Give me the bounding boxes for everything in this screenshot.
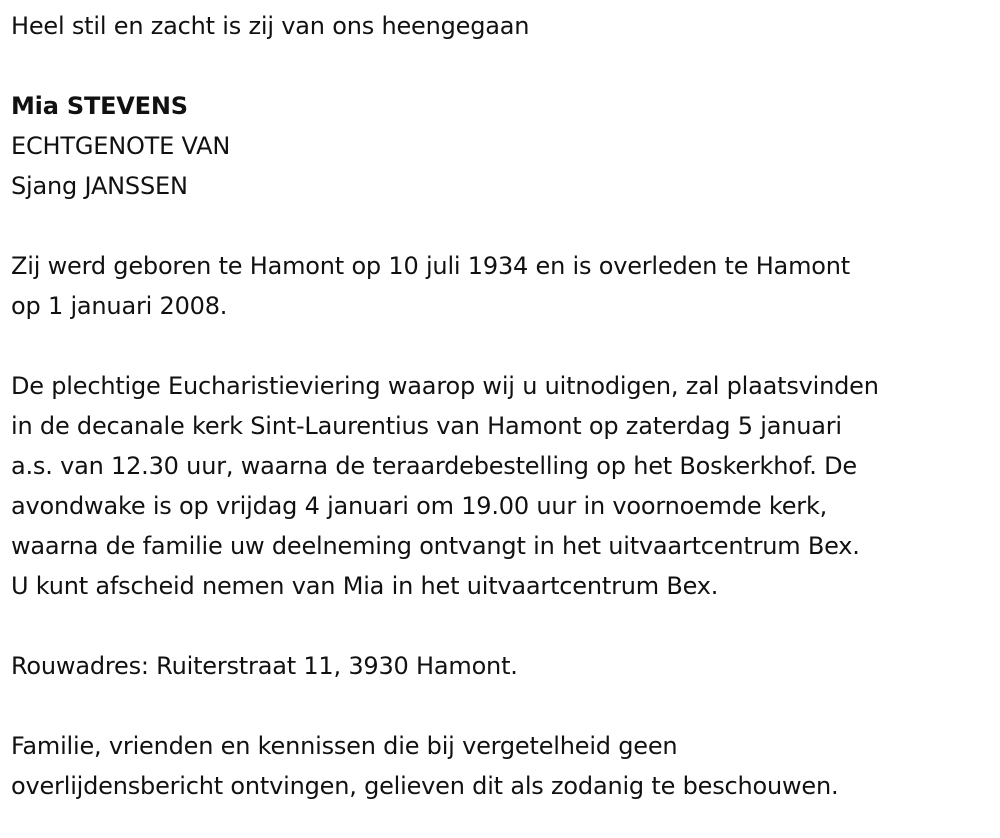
paragraph-line: op 1 januari 2008. bbox=[11, 292, 228, 320]
ceremony-paragraph bbox=[11, 366, 991, 606]
closing-paragraph bbox=[11, 726, 991, 806]
spacer bbox=[11, 206, 991, 246]
paragraph-line: U kunt afscheid nemen van Mia in het uitvaartcentrum Bex. bbox=[11, 572, 719, 600]
paragraph-line: a.s. van 12.30 uur, waarna de teraardebestelling op het Boskerkhof. De bbox=[11, 452, 857, 480]
spacer bbox=[11, 686, 991, 726]
deceased-name: Mia STEVENS bbox=[11, 92, 188, 120]
paragraph-line: Zij werd geboren te Hamont op 10 juli 1934 en is overleden te Hamont bbox=[11, 252, 850, 280]
obituary-notice bbox=[11, 6, 991, 806]
birth-death-paragraph bbox=[11, 246, 991, 326]
spacer bbox=[11, 46, 991, 86]
spacer bbox=[11, 606, 991, 646]
relation-label: ECHTGENOTE VAN bbox=[11, 132, 231, 160]
paragraph-line: avondwake is op vrijdag 4 januari om 19.00 uur in voornoemde kerk, bbox=[11, 492, 828, 520]
paragraph-line: overlijdensbericht ontvingen, gelieven dit als zodanig te beschouwen. bbox=[11, 772, 839, 800]
paragraph-line: Familie, vrienden en kennissen die bij vergetelheid geen bbox=[11, 732, 678, 760]
spacer bbox=[11, 326, 991, 366]
spouse-name: Sjang JANSSEN bbox=[11, 172, 188, 200]
paragraph-line: waarna de familie uw deelneming ontvangt in het uitvaartcentrum Bex. bbox=[11, 532, 860, 560]
paragraph-line: in de decanale kerk Sint-Laurentius van Hamont op zaterdag 5 januari bbox=[11, 412, 842, 440]
paragraph-line: De plechtige Eucharistieviering waarop wij u uitnodigen, zal plaatsvinden bbox=[11, 372, 879, 400]
mourning-address: Rouwadres: Ruiterstraat 11, 3930 Hamont. bbox=[11, 652, 518, 680]
intro-line: Heel stil en zacht is zij van ons heengegaan bbox=[11, 12, 530, 40]
